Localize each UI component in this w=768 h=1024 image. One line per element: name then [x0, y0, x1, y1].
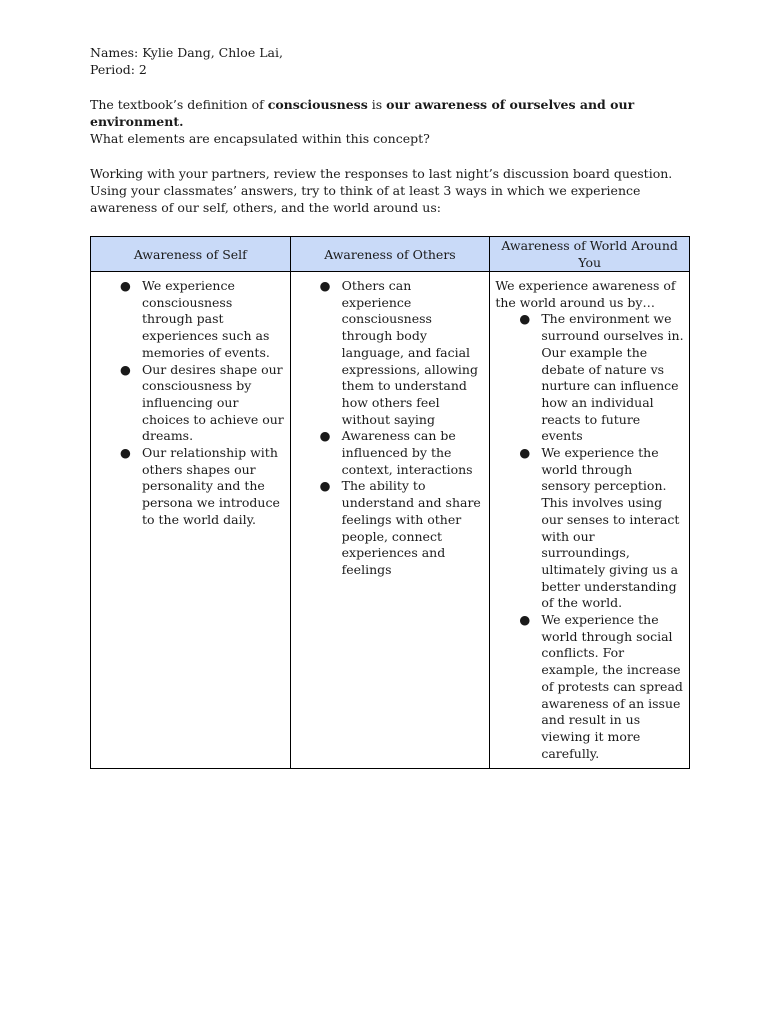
- period-line: Period: 2: [90, 62, 147, 77]
- list-item: [495, 311, 684, 445]
- list-item-text: Awareness can be influenced by the context, interactions: [341, 428, 473, 477]
- definition-prefix: The textbook’s definition of: [90, 97, 268, 112]
- list-item: [296, 478, 485, 578]
- instructions-paragraph: Working with your partners, review the responses to last night’s discussion board question. Using your classmates’ answers, try to think of at least 3 ways in which we experience awareness of our self, others, and the world around us:: [90, 166, 673, 215]
- bullet-icon: ●: [519, 612, 531, 628]
- names-line: Names: Kylie Dang, Chloe Lai,: [90, 45, 283, 60]
- self-cell: [91, 272, 291, 769]
- world-intro: We experience awareness of the world around us by…: [495, 278, 676, 310]
- header-awareness-others: Awareness of Others: [290, 237, 490, 272]
- list-item-text: We experience the world through sensory perception. This involves using our senses to interact with our surroundings, ultimately giving us a better understanding of the world.: [541, 445, 680, 611]
- bullet-icon: ●: [319, 278, 331, 293]
- list-item: [495, 445, 684, 612]
- bullet-icon: ●: [120, 445, 131, 461]
- list-item-text: We experience consciousness through past experiences such as memories of events.: [142, 278, 270, 360]
- header-awareness-world: Awareness of World Around You: [490, 237, 690, 272]
- world-list: [495, 311, 684, 762]
- bullet-icon: ●: [519, 445, 531, 461]
- definition-text: our awareness of ourselves and our environment: [90, 97, 635, 129]
- list-item: [495, 612, 684, 762]
- bullet-icon: ●: [519, 311, 531, 327]
- table-header-row: [91, 237, 690, 272]
- world-cell: [490, 272, 690, 769]
- definition-term: consciousness: [267, 97, 368, 112]
- awareness-table: [90, 236, 690, 769]
- others-cell: [290, 272, 490, 769]
- header-awareness-self: Awareness of Self: [91, 237, 291, 272]
- list-item: [296, 278, 485, 428]
- definition-middle: is: [367, 97, 387, 112]
- list-item-text: Our relationship with others shapes our personality and the persona we introduce to the world daily.: [142, 445, 280, 527]
- definition-suffix: .: [179, 114, 184, 129]
- list-item-text: Others can experience consciousness through body language, and facial expressions, allowing them to understand how others feel without saying: [341, 278, 478, 427]
- others-list: [296, 278, 485, 579]
- bullet-icon: ●: [120, 361, 131, 377]
- list-item: [296, 428, 485, 478]
- list-item: [96, 278, 285, 362]
- list-item-text: We experience the world through social conflicts. For example, the increase of protests can spread awareness of an issue and result in us viewing it more carefully.: [541, 612, 683, 761]
- bullet-icon: ●: [319, 428, 331, 444]
- bullet-icon: ●: [120, 278, 131, 293]
- worksheet-page: [90, 44, 690, 769]
- list-item-text: Our desires shape our consciousness by influencing our choices to achieve our dreams.: [142, 361, 284, 444]
- list-item-text: The ability to understand and share feelings with other people, connect experiences and feelings: [341, 478, 481, 577]
- self-list: [96, 278, 285, 529]
- list-item-text: The environment we surround ourselves in. Our example the debate of nature vs nurture can influence how an individual reacts to future events: [541, 311, 684, 444]
- list-item: [96, 445, 285, 529]
- table-row: [91, 272, 690, 769]
- list-item: [96, 362, 285, 446]
- definition-question: What elements are encapsulated within this concept?: [90, 131, 430, 146]
- bullet-icon: ●: [319, 478, 331, 494]
- definition-paragraph: [90, 96, 690, 147]
